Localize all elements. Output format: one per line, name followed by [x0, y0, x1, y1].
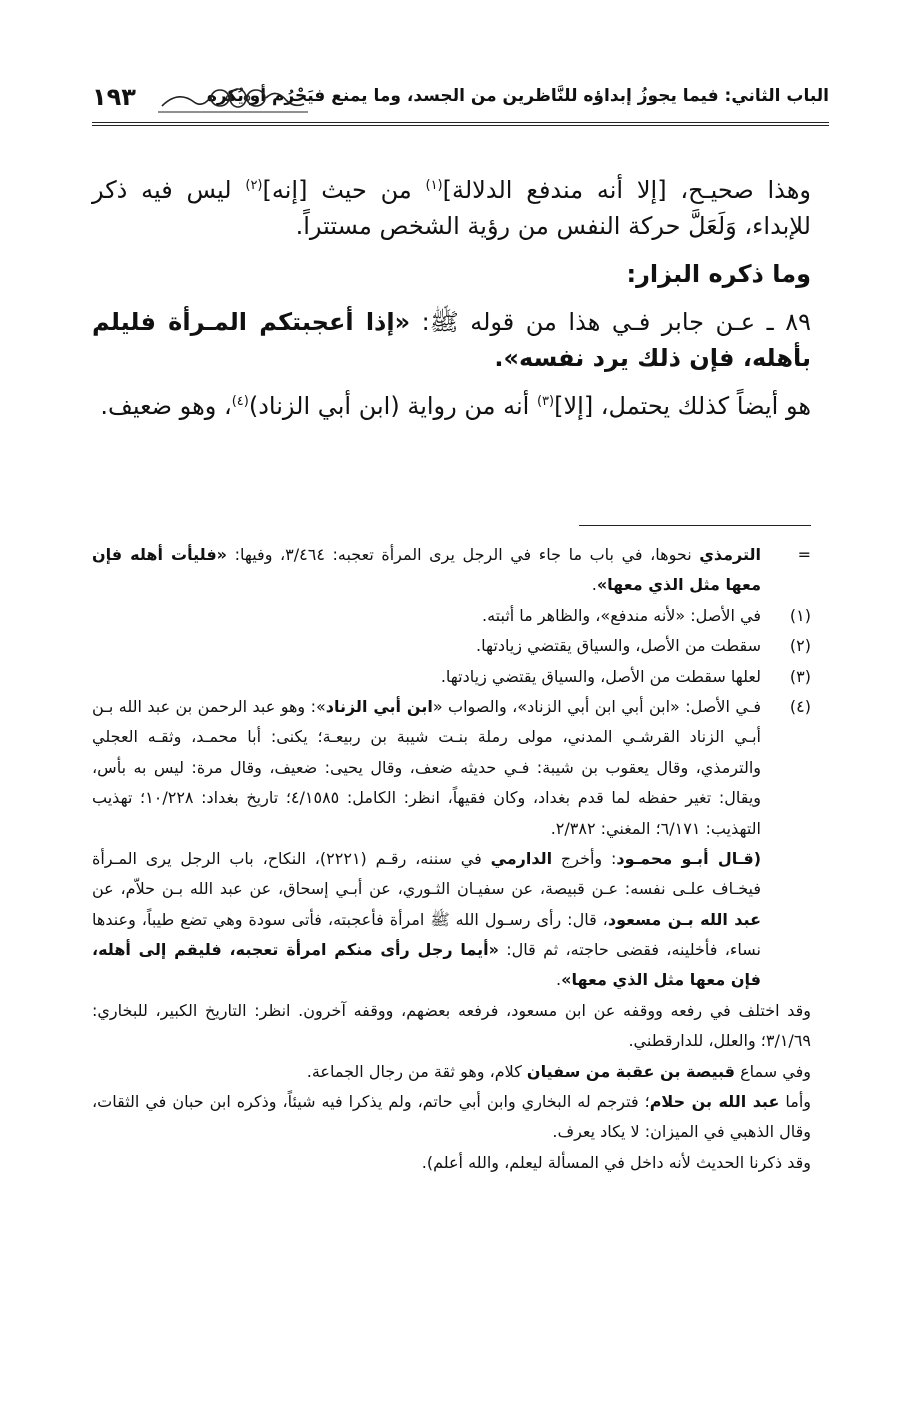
text: ؛ فترجم له البخاري وابن أبي حاتم، ولم يذكرا فيه شيئاً، وذكره ابن حبان في الثقات، وقال الذهبي في الميزان: لا يكاد يعرف.: [92, 1092, 811, 1142]
footnote-4-paragraph: وقد ذكرنا الحديث لأنه داخل في المسألة ليعلم، والله أعلم).: [421, 1152, 811, 1172]
text: نحوها، في باب ما جاء في الرجل يرى المرأة تعجبه: ٣/٤٦٤، وفيها:: [227, 545, 700, 564]
text: ، وهو ضعيف.: [100, 392, 232, 420]
footnote-continuation: [92, 540, 811, 601]
paragraph-3: [92, 304, 811, 376]
text: قبيصة بن عقبة من سفيان: [526, 1061, 736, 1081]
paragraph-1: [92, 172, 811, 244]
text: «فليأت أهله فإن معها مثل الذي معها»: [92, 545, 761, 595]
text: الترمذي: [699, 545, 762, 564]
text: الدارمي: [490, 848, 553, 868]
footnote-ref-3: (٣): [536, 394, 555, 409]
footnote-4-paragraph: [92, 1087, 811, 1148]
header-rule: [92, 122, 829, 126]
text: «أيما رجل رأى منكم امرأة تعجبه، فليقم إلى أهله، فإن معها مثل الذي معها»: [92, 940, 761, 990]
text: .: [556, 970, 562, 990]
footnote-marker: (٢): [789, 636, 811, 656]
paragraph-4: [92, 388, 811, 424]
hadith-text: «إذا أعجبتكم المـرأة فليلم بأهله، فإن ذلك يرد نفسه».: [92, 308, 811, 372]
text: كلام، وهو ثقة من رجال الجماعة.: [306, 1061, 527, 1081]
ornament-icon: [158, 84, 308, 118]
footnote-marker: (١): [789, 605, 811, 625]
main-text: [92, 172, 811, 436]
text: وفي سماع: [735, 1061, 811, 1081]
footnote-ref-2: (٢): [245, 178, 263, 193]
footnote-separator: [579, 525, 811, 526]
text: أنه من رواية (ابن أبي الزناد): [248, 392, 537, 420]
footnote-ref-1: (١): [425, 178, 443, 193]
text: ابن أبي الزناد: [325, 696, 433, 716]
footnotes: [92, 540, 811, 1178]
text: عبد الله بـن مسعود: [607, 909, 762, 929]
text: سقطت من الأصل، والسياق يقتضي زيادتها.: [476, 636, 761, 656]
text: ، قال: رأى رسـول الله ﷺ امرأة فأعجبته، فأتى سودة وهي تضع طيباً، وعندها نساء، فأخلينه، فقضى حاجته، ثم قال:: [92, 909, 762, 960]
footnote-1: [92, 601, 811, 631]
text: هو أيضاً كذلك يحتمل، [إلا]: [554, 392, 811, 420]
footnote-ref-4: (٤): [231, 394, 249, 409]
text: وهذا صحيـح، [إلا أنه مندفع الدلالة]: [442, 176, 811, 204]
footnote-marker: (٤): [789, 696, 811, 716]
text: وأما: [779, 1092, 812, 1112]
text: .: [591, 575, 597, 595]
page-number: ١٩٣: [92, 83, 136, 111]
footnote-2: [92, 631, 811, 661]
text: »: وهو عبد الرحمن بن عبد الله بـن أبـي الزناد القرشـي المدني، مولى رملة بنـت شيبة بن ربيعـة؛ يكنى: أبا محمـد، وثقـه العجلي والترمذي، وقال يعقوب بن شيبة: فـي حديثه ضعف، وقال يحيى: ضعيف، وقال مرة: ليس به بأس، ويقال: تغير حفظه لما قدم بغداد، وكان فقيهاً، انظر: الكامل: ٤/١٥٨٥؛ تاريخ بغداد: ١٠/٢٢٨؛ تهذيب التهذيب: ٦/١٧١؛ المغني: ٢/٣٨٢.: [92, 696, 762, 838]
footnote-4-paragraph: وقد اختلف في رفعه ووقفه عن ابن مسعود، فرفعه بعضهم، ووقفه آخرون. انظر: التاريخ الكبير، للبخاري: ٣/١/٦٩؛ والعلل، للدارقطني.: [92, 1000, 811, 1051]
text: في سننه، رقـم (٢٢٢١)، النكاح، باب الرجل يرى المـرأة فيخـاف علـى نفسه: عـن قبيصة، عن سفيـان الثـوري، عن أبـي إسحاق، عن عبد الله بـن حلاّم، عن: [92, 848, 761, 899]
footnote-marker: =: [797, 545, 811, 564]
running-header: [92, 80, 829, 120]
text: في الأصل: «لأنه مندفع»، والظاهر ما أثبته.: [482, 605, 761, 625]
text: من حيث [إنه]: [262, 176, 426, 204]
footnote-marker: (٣): [789, 666, 811, 686]
paragraph-2: وما ذكره البزار:: [626, 260, 811, 288]
text: فـي الأصل: «ابن أبي ابن أبي الزناد»، والصواب «: [432, 696, 761, 716]
text: لعلها سقطت من الأصل، والسياق يقتضي زيادتها.: [440, 666, 761, 686]
chapter-title: الباب الثاني: فيما يجوزُ إبداؤه للنَّاظرين من الجسد، وما يمنع فيَحْرُم أو يُكره: [206, 86, 829, 106]
footnote-4-paragraph: [92, 1057, 811, 1087]
text: عبد الله بن حلام: [649, 1092, 780, 1112]
text: (قـال أبـو محمـود: [616, 848, 762, 868]
text: : وأخرج: [552, 848, 617, 868]
text: ليس فيه ذكر للإبداء، وَلَعَلَّ حركة النفس من رؤية الشخص مستتراً.: [92, 176, 811, 240]
footnote-4: [92, 692, 811, 996]
footnote-3: [92, 662, 811, 692]
text: ٨٩ ـ عـن جابر فـي هذا من قوله ﷺ:: [410, 308, 811, 336]
